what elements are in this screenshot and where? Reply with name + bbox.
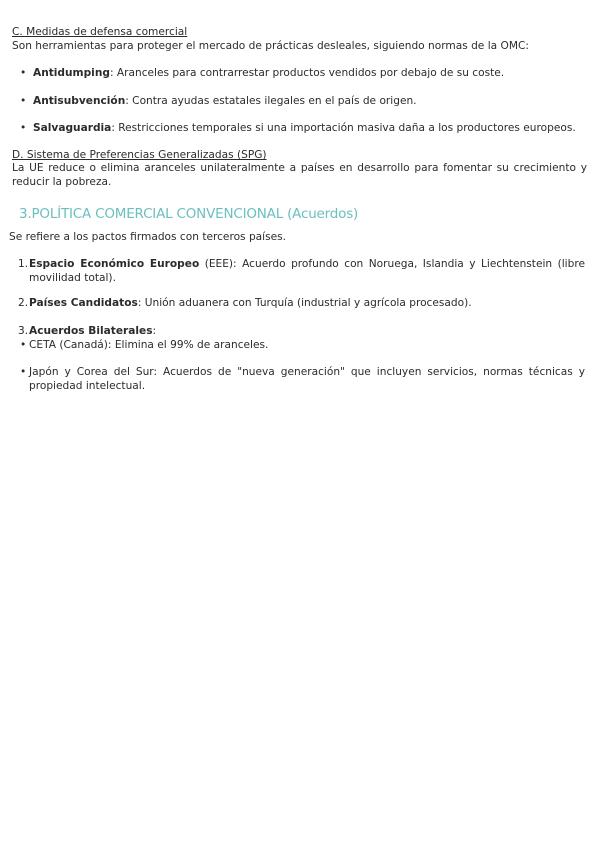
section-3-title: 3.POLÍTICA COMERCIAL CONVENCIONAL (Acuerdos) (19, 206, 359, 222)
subitem-text: CETA (Canadá): Elimina el 99% de aranceles. (29, 339, 269, 351)
subitem-text: Japón y Corea del Sur: Acuerdos de "nueva generación" que incluyen servicios, normas técnicas y propiedad intelectual. (29, 366, 585, 392)
item-text: : Unión aduanera con Turquía (industrial y agrícola procesado). (137, 297, 472, 309)
bullet-icon: • (20, 95, 27, 107)
item-text: (EEE): Acuerdo profundo con Noruega, Islandia y Liechtenstein (libre movilidad total). (29, 258, 585, 284)
item-term: Acuerdos Bilaterales (29, 325, 153, 337)
item-text: : Contra ayudas estatales ilegales en el país de origen. (125, 95, 417, 107)
section-d-text: La UE reduce o elimina aranceles unilateralmente a países en desarrollo para fomentar su crecimiento y reducir la pobreza. (12, 162, 587, 188)
item-term: Antidumping (33, 67, 110, 79)
item-text: : (152, 325, 157, 337)
item-term: Países Candidatos (29, 297, 138, 309)
section-c-intro: Son herramientas para proteger el mercado de prácticas desleales, siguiendo normas de la OMC: (12, 40, 529, 52)
bullet-icon: • (20, 122, 27, 134)
bullet-icon: • (20, 339, 27, 351)
section-d-heading: D. Sistema de Preferencias Generalizadas (SPG) (12, 149, 267, 161)
section-3-intro: Se refiere a los pactos firmados con terceros países. (9, 231, 287, 243)
item-number: 3. (18, 325, 29, 337)
item-term: Salvaguardia (33, 122, 112, 134)
bullet-icon: • (20, 366, 27, 378)
bullet-icon: • (20, 67, 27, 79)
item-number: 1. (18, 258, 29, 270)
item-number: 2. (18, 297, 29, 309)
item-term: Antisubvención (33, 95, 126, 107)
item-text: : Restricciones temporales si una importación masiva daña a los productores europeos. (111, 122, 576, 134)
item-text: : Aranceles para contrarrestar productos vendidos por debajo de su coste. (109, 67, 505, 79)
item-term: Espacio Económico Europeo (29, 258, 200, 270)
section-c-heading: C. Medidas de defensa comercial (12, 26, 188, 38)
